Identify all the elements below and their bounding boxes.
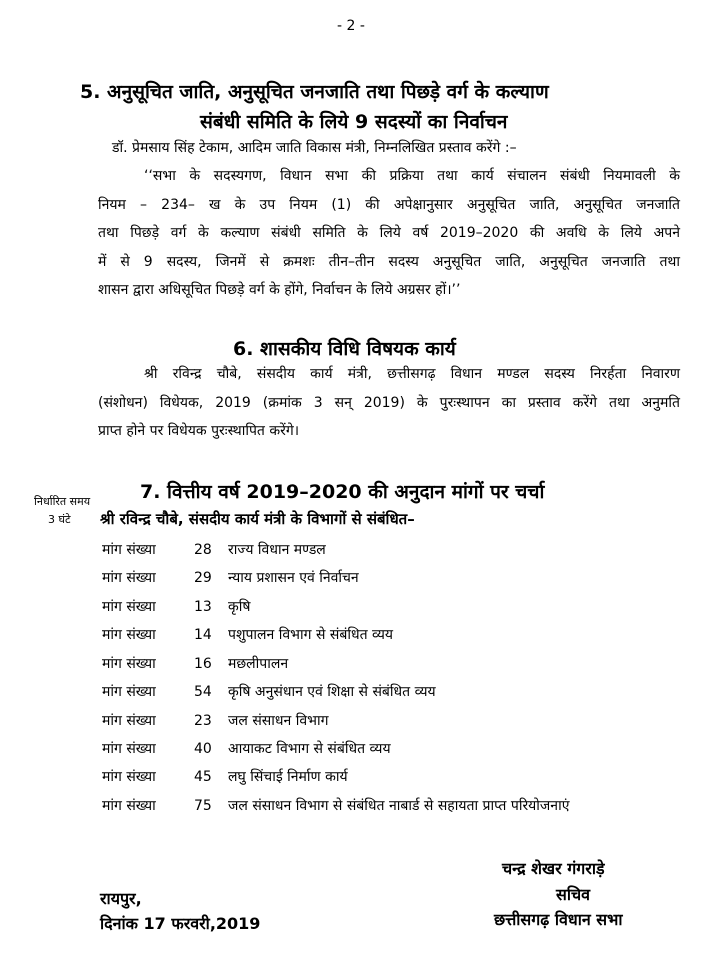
demand-title: लघु सिंचाई निर्माण कार्य xyxy=(228,769,348,785)
page-number: - 2 - xyxy=(337,18,365,34)
section5-paragraph xyxy=(98,162,680,305)
demand-label: मांग संख्या xyxy=(102,798,156,814)
section5-line: तथा पिछड़े वर्ग के कल्याण संबंधी समिति के लिये वर्ष 2019–2020 की अवधि के लिये अपने xyxy=(98,225,680,241)
section5-line: में से 9 सदस्य, जिनमें से क्रमशः तीन–तीन सदस्य अनुसूचित जाति, अनुसूचित जनजाति तथा xyxy=(98,253,680,270)
demand-row xyxy=(102,711,328,730)
demand-row xyxy=(102,625,393,644)
demand-label: मांग संख्या xyxy=(102,741,156,757)
section5-line: शासन द्वारा अधिसूचित पिछड़े वर्ग के होंगे, निर्वाचन के लिये अग्रसर हों।’’ xyxy=(98,282,461,298)
demand-number: 16 xyxy=(194,656,212,672)
section6-line: प्राप्त होने पर विधेयक पुरःस्थापित करेंगे। xyxy=(98,423,300,439)
demand-label: मांग संख्या xyxy=(102,542,156,558)
demand-number: 28 xyxy=(194,542,212,558)
signatory-office: छत्तीसगढ़ विधान सभा xyxy=(494,910,623,929)
demand-row xyxy=(102,568,359,587)
signatory-name: चन्द्र शेखर गंगराड़े xyxy=(502,859,605,878)
demand-row xyxy=(102,654,288,673)
demand-number: 23 xyxy=(194,713,212,729)
demand-title: न्याय प्रशासन एवं निर्वाचन xyxy=(228,570,359,586)
demand-title: पशुपालन विभाग से संबंधित व्यय xyxy=(228,627,394,643)
demand-label: मांग संख्या xyxy=(102,656,156,672)
demand-title: मछलीपालन xyxy=(228,656,289,672)
demand-number: 45 xyxy=(194,769,212,785)
demand-title: कृषि अनुसंधान एवं शिक्षा से संबंधित व्यय xyxy=(228,684,436,700)
demand-number: 40 xyxy=(194,741,212,757)
place: रायपुर, xyxy=(100,889,142,908)
section6-paragraph xyxy=(98,360,680,446)
section5-heading-line1: 5. अनुसूचित जाति, अनुसूचित जनजाति तथा पिछड़े वर्ग के कल्याण xyxy=(80,81,549,103)
demand-label: मांग संख्या xyxy=(102,570,156,586)
signatory-designation: सचिव xyxy=(556,885,591,904)
demand-title: कृषि xyxy=(228,599,251,615)
section7-heading: 7. वित्तीय वर्ष 2019–2020 की अनुदान मांगों पर चर्चा xyxy=(140,481,545,503)
allotted-time-label: निर्धारित समय xyxy=(34,495,91,508)
demand-number: 29 xyxy=(194,570,212,586)
demand-label: मांग संख्या xyxy=(102,769,156,785)
demand-number: 14 xyxy=(194,627,212,643)
allotted-time-value: 3 घंटे xyxy=(48,513,71,526)
section6-heading: 6. शासकीय विधि विषयक कार्य xyxy=(233,338,456,360)
demand-title: राज्य विधान मण्डल xyxy=(228,542,326,558)
section7-subheading: श्री रविन्द्र चौबे, संसदीय कार्य मंत्री के विभागों से संबंधित– xyxy=(100,510,415,528)
demand-number: 75 xyxy=(194,798,212,814)
demand-label: मांग संख्या xyxy=(102,713,156,729)
date: दिनांक 17 फरवरी,2019 xyxy=(100,914,261,933)
section5-heading-line2: संबंधी समिति के लिये 9 सदस्यों का निर्वाचन xyxy=(200,111,508,133)
demand-number: 54 xyxy=(194,684,212,700)
demand-title: जल संसाधन विभाग xyxy=(228,713,329,729)
demand-label: मांग संख्या xyxy=(102,627,156,643)
section6-line: श्री रविन्द्र चौबे, संसदीय कार्य मंत्री, छत्तीसगढ़ विधान मण्डल सदस्य निरर्हता निवारण xyxy=(144,366,680,382)
section5-line: नियम – 234– ख के उप नियम (1) की अपेक्षानुसार अनुसूचित जाति, अनुसूचित जनजाति xyxy=(98,196,680,213)
demand-row xyxy=(102,682,436,701)
demand-title: आयाकट विभाग से संबंधित व्यय xyxy=(228,741,391,757)
section5-line: ‘‘सभा के सदस्यगण, विधान सभा की प्रक्रिया तथा कार्य संचालन संबंधी नियमावली के xyxy=(144,168,680,184)
section6-line: (संशोधन) विधेयक, 2019 (क्रमांक 3 सन् 2019) के पुरःस्थापन का प्रस्ताव करेंगे तथा अनुमति xyxy=(98,394,680,411)
demand-row xyxy=(102,597,250,616)
demand-number: 13 xyxy=(194,599,212,615)
demand-row xyxy=(102,739,391,758)
demand-label: मांग संख्या xyxy=(102,599,156,615)
demand-title: जल संसाधन विभाग से संबंधित नाबार्ड से सहायता प्राप्त परियोजनाएं xyxy=(228,798,570,814)
demand-row xyxy=(102,796,569,815)
demand-label: मांग संख्या xyxy=(102,684,156,700)
demand-row xyxy=(102,767,348,786)
section5-mover: डॉ. प्रेमसाय सिंह टेकाम, आदिम जाति विकास मंत्री, निम्नलिखित प्रस्ताव करेंगे :– xyxy=(112,140,517,156)
demand-row xyxy=(102,540,326,559)
